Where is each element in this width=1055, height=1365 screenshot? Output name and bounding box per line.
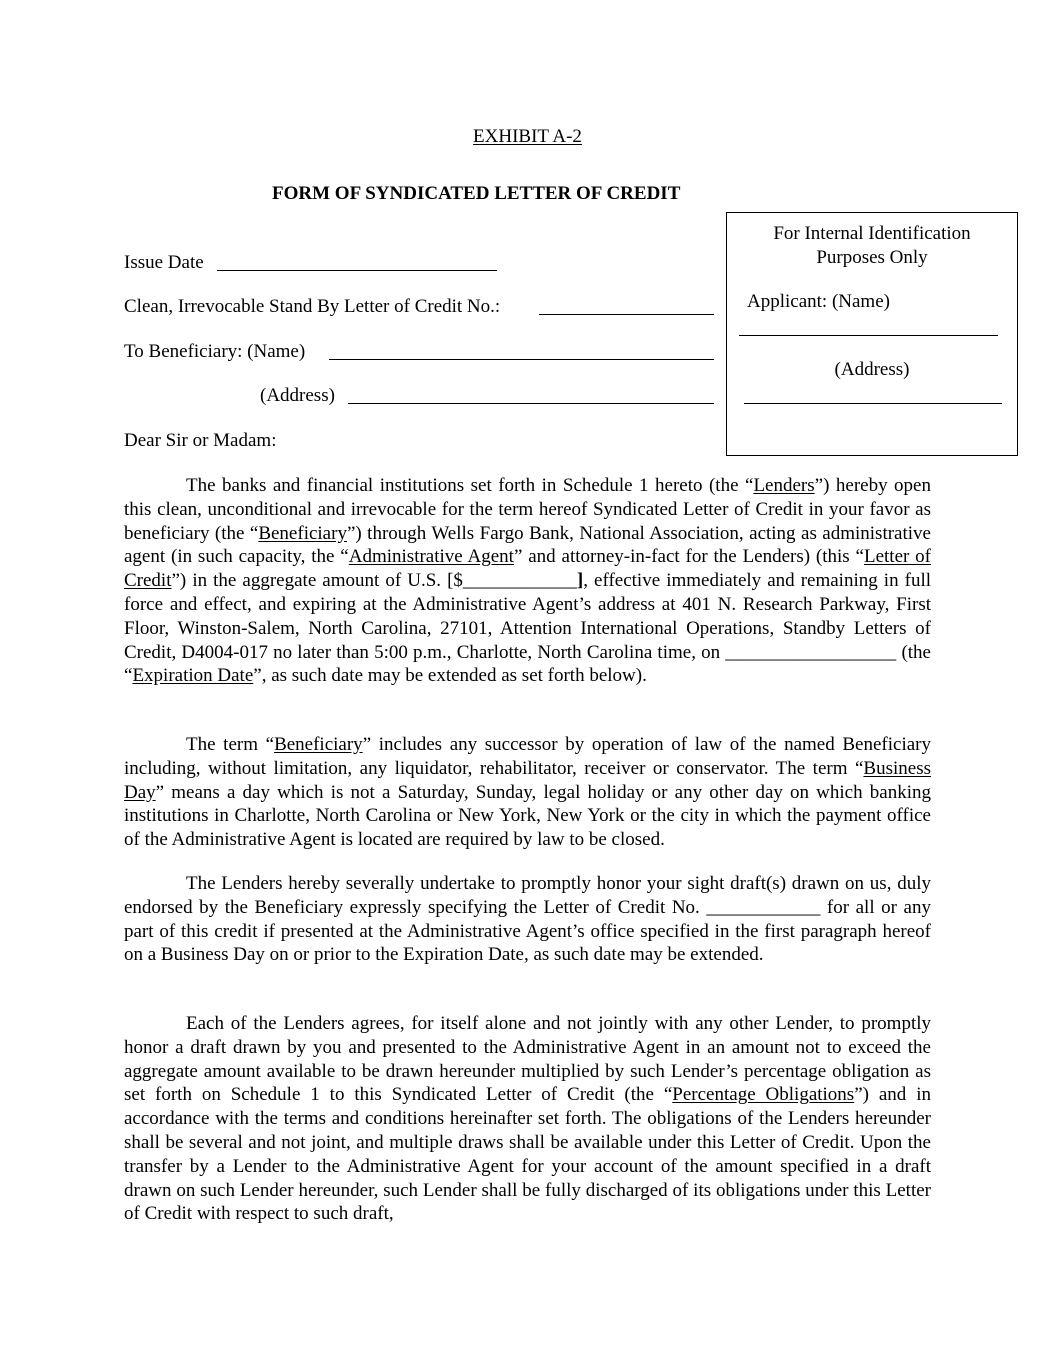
beneficiary-name-row <box>124 341 714 363</box>
p1-text-f: , effective immediately and remaining in full force and effect, and expiring at the Administrative Agent’s address at 401 N. Research Parkway, First Floor, Winston-Salem, North Carolina, 27101, Attention International Operations, Standby Letters of Credit, D4004-017 no later than 5:00 p.m., Charlotte, North Carolina time, on __________________ (the “ <box>124 570 932 687</box>
p2-text-c: ” means a day which is not a Saturday, Sunday, legal holiday or any other day on which banking institutions in Charlotte, North Carolina or New York, New York or the city in which the payment office of the Administrative Agent is located are required by law to be closed. <box>124 781 931 851</box>
p4-text-a: Each of the Lenders agrees, for itself alone and not jointly with any other Lender, to promptly honor a draft drawn by you and presented to the Administrative Agent in an amount not to exceed the aggregate amount available to be drawn hereunder multiplied by such Lender’s percentage obligation as set forth on Schedule 1 to this Syndicated Letter of Credit (the “ <box>124 1013 931 1106</box>
term-lenders: Lenders <box>753 475 815 496</box>
lc-number-field[interactable] <box>539 313 714 315</box>
exhibit-label: EXHIBIT A-2 <box>473 126 582 147</box>
issue-date-field[interactable] <box>217 269 497 271</box>
p2-text-a: The term “ <box>186 734 275 755</box>
paragraph-2 <box>124 733 931 852</box>
internal-id-box <box>726 212 1018 456</box>
applicant-address-label: (Address) <box>834 359 910 380</box>
beneficiary-name-label: To Beneficiary: (Name) <box>124 341 306 362</box>
beneficiary-address-label: (Address) <box>260 385 335 406</box>
salutation: Dear Sir or Madam: <box>124 430 277 451</box>
term-beneficiary: Beneficiary <box>258 522 347 544</box>
issue-date-row <box>124 252 504 274</box>
p1-text-c: ”) through Wells Fargo Bank, National Association, acting as administrative agent (in such capacity, the “ <box>124 522 931 568</box>
applicant-name-line[interactable] <box>739 335 998 336</box>
p1-text-e: ”) in the aggregate amount of U.S. [$____________ <box>171 570 577 592</box>
applicant-label: Applicant: (Name) <box>747 291 890 312</box>
paragraph-1 <box>124 474 931 688</box>
term-percentage-obligations: Percentage Obligations <box>672 1084 855 1106</box>
term-letter-of-credit: Letter of Credit <box>124 546 932 592</box>
p1-text-b: ”) hereby open this clean, unconditional and irrevocable for the term hereof Syndicated Letter of Credit in your favor as beneficiary (the “ <box>124 475 931 544</box>
term-business-day: Business Day <box>124 757 931 803</box>
p1-text-d: ” and attorney-in-fact for the Lenders) (this “ <box>513 546 864 568</box>
term-expiration-date: Expiration Date <box>132 665 254 687</box>
beneficiary-name-field[interactable] <box>329 358 714 360</box>
beneficiary-address-field[interactable] <box>348 402 714 404</box>
p1-text-g: ”, as such date may be extended as set forth below). <box>253 665 647 687</box>
issue-date-label: Issue Date <box>124 252 204 273</box>
paragraph-3 <box>124 872 931 967</box>
document-title: FORM OF SYNDICATED LETTER OF CREDIT <box>272 183 681 204</box>
lc-number-row <box>124 296 714 318</box>
paragraph-4 <box>124 1012 931 1226</box>
id-box-title-line1: For Internal Identification <box>773 223 971 244</box>
term-beneficiary-2: Beneficiary <box>274 734 363 755</box>
id-box-title-line2: Purposes Only <box>816 247 928 268</box>
p3-text: The Lenders hereby severally undertake to promptly honor your sight draft(s) drawn on us, duly endorsed by the Beneficiary expressly specifying the Letter of Credit No. ____________ for all or any part of this credit if presented at the Administrative Agent’s office specified in the first paragraph hereof on a Business Day on or prior to the Expiration Date, as such date may be extended. <box>124 873 931 966</box>
beneficiary-address-row <box>260 385 714 407</box>
p1-bracket: ] <box>576 570 584 592</box>
p2-text-b: ” includes any successor by operation of law of the named Beneficiary including, without limitation, any liquidator, rehabilitator, receiver or conservator. The term “ <box>124 734 931 779</box>
lc-number-label: Clean, Irrevocable Stand By Letter of Credit No.: <box>124 296 501 317</box>
applicant-address-line[interactable] <box>744 403 1002 404</box>
p1-text-a: The banks and financial institutions set forth in Schedule 1 hereto (the “ <box>186 475 754 496</box>
term-administrative-agent: Administrative Agent <box>348 546 514 568</box>
p4-text-b: ”) and in accordance with the terms and conditions hereinafter set forth. The obligations of the Lenders hereunder shall be several and not joint, and multiple draws shall be available under this Letter of Credit. Upon the transfer by a Lender to the Administrative Agent for your account of the amount specified in a draft drawn on such Lender hereunder, such Lender shall be fully discharged of its obligations under this Letter of Credit with respect to such draft, <box>124 1084 931 1225</box>
